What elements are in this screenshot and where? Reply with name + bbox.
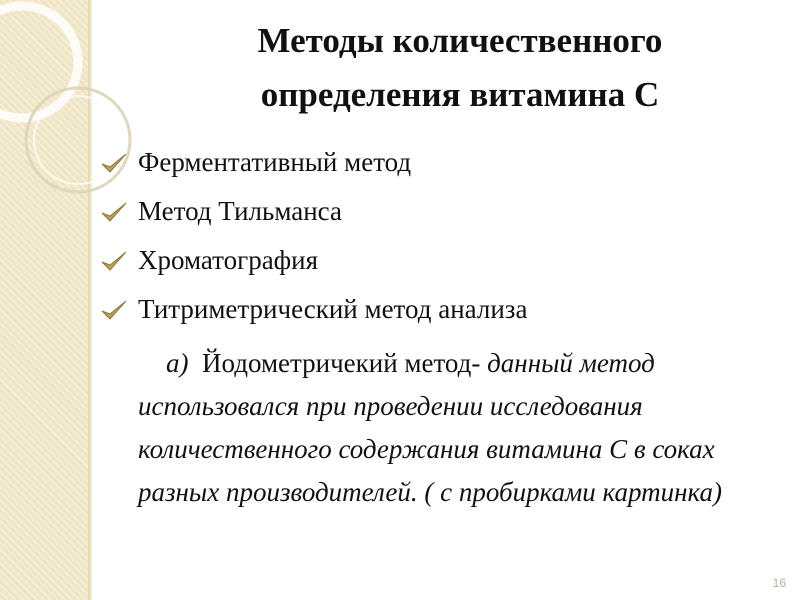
list-item-label: Титриметрический метод анализа — [138, 294, 528, 324]
list-item-enzymatic — [100, 138, 780, 187]
list-item-label: Хроматография — [138, 245, 319, 275]
checkmark-icon — [100, 299, 128, 321]
checkmark-icon — [100, 250, 128, 272]
list-item-tillmans — [100, 187, 780, 236]
subitem-marker: а) — [166, 348, 189, 378]
checkmark-icon — [100, 201, 128, 223]
list-item-titrimetric — [100, 285, 780, 334]
subitem-description: данный метод использовался при проведении исследования количественного содержания витамина С в соках разных производителей. ( с пробирками картинка) — [138, 348, 722, 507]
slide-title-line-1: Методы количественного — [257, 21, 663, 60]
slide-title — [150, 14, 770, 122]
list-item-label: Метод Тильманса — [138, 196, 342, 226]
subitem-method: Йодометричекий метод- — [202, 348, 481, 378]
list-item-chromatography — [100, 236, 780, 285]
slide-title-line-2: определения витамина С — [260, 75, 660, 114]
method-list — [100, 138, 780, 334]
iodometric-method-paragraph — [138, 342, 778, 514]
checkmark-icon — [100, 152, 128, 174]
list-item-label: Ферментативный метод — [138, 147, 412, 177]
page-number: 16 — [772, 576, 786, 590]
